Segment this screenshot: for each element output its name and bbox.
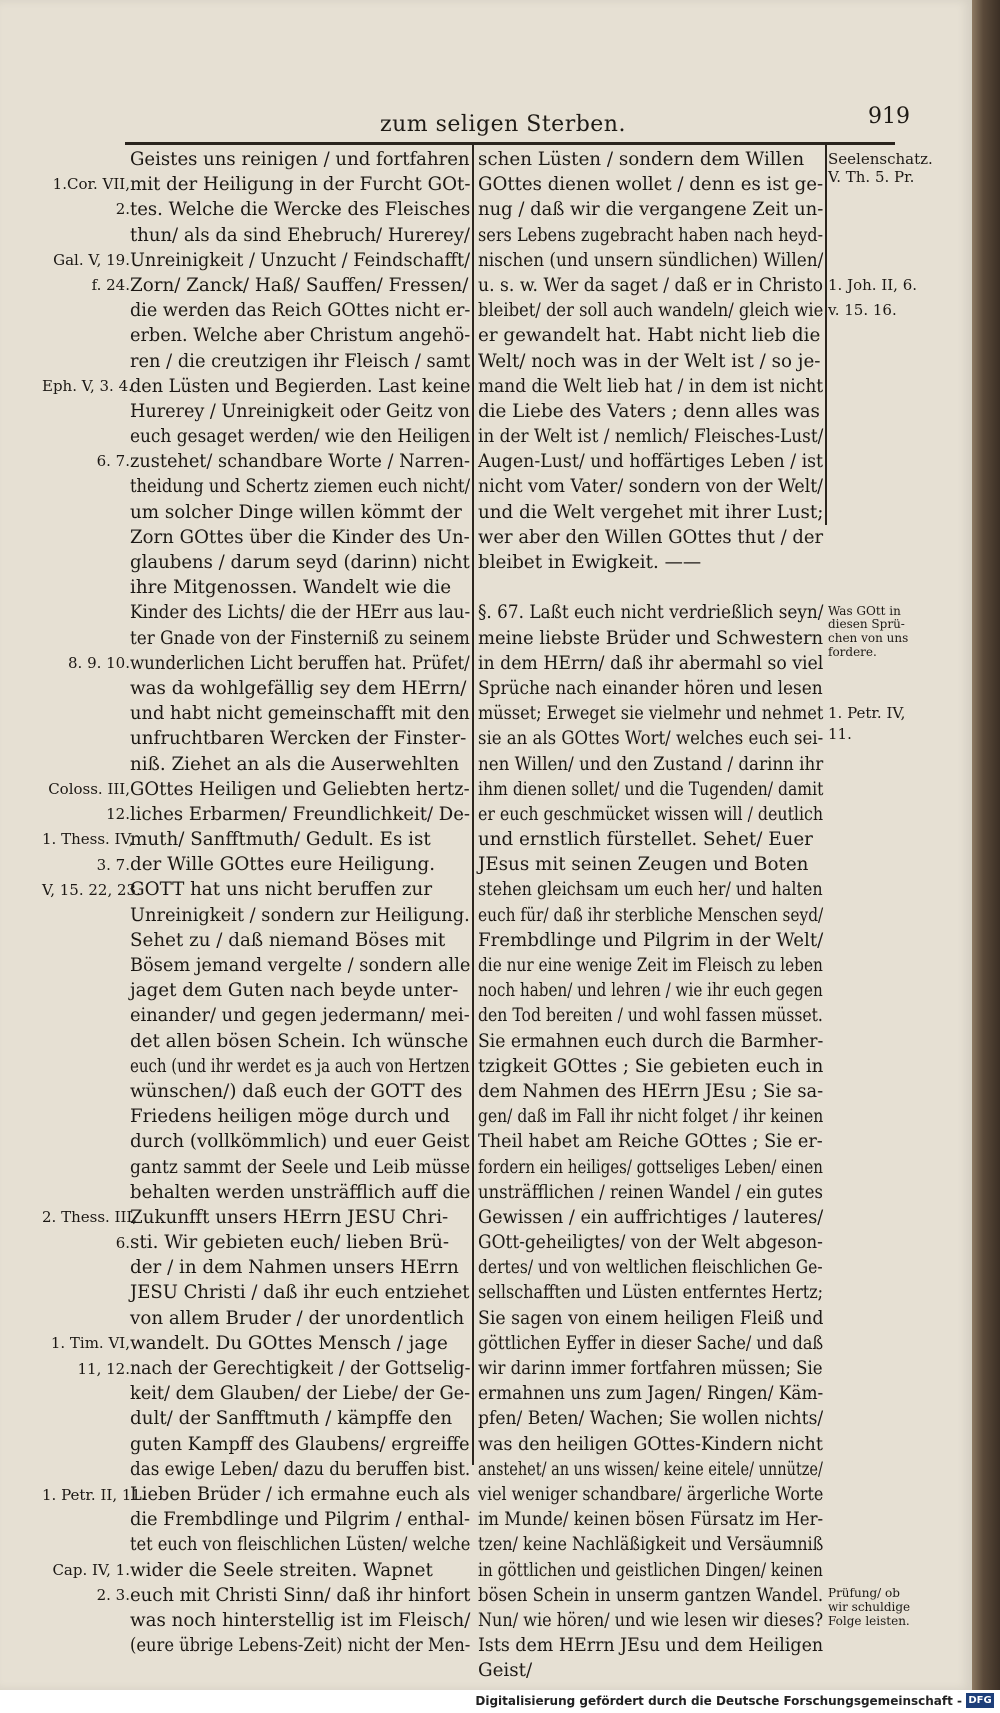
text-line [478, 575, 823, 600]
text-line: tet euch von fleischlichen Lüsten/ welche [130, 1534, 471, 1556]
text-line: nen Willen/ und den Zustand / darinn ihr [478, 753, 824, 775]
text-line: und habt nicht gemeinschafft mit den [130, 703, 470, 725]
text-line: bleibet/ der soll auch wandeln/ gleich wie [478, 300, 824, 322]
margin-reference [42, 1360, 130, 1379]
text-line: mit der Heiligung in der Furcht GOt- [130, 174, 471, 196]
book-edge [972, 0, 1000, 1690]
margin-reference-text: 1. Petr. II, 11. [42, 1485, 146, 1504]
column-divider [472, 145, 474, 1465]
text-line: dem Nahmen des HErrn JEsu ; Sie sa- [478, 1080, 824, 1102]
text-line: ren / die creutzigen ihr Fleisch / samt [130, 350, 471, 372]
margin-reference-text: wir schuldige [828, 1600, 911, 1615]
margin-reference [828, 704, 948, 723]
margin-reference [42, 175, 130, 194]
margin-reference-text: fordere. [828, 645, 877, 660]
margin-reference-text: 2. Thess. III, [42, 1208, 138, 1227]
text-line: thun/ als da sind Ehebruch/ Hurerey/ [130, 224, 470, 246]
text-line: theidung und Schertz ziemen euch nicht/ [130, 476, 471, 498]
margin-reference-text: 1.Cor. VII, [52, 175, 130, 194]
text-line: anstehet/ an uns wissen/ keine eitele/ unnütze/ [478, 1458, 823, 1480]
margin-reference-text: Seelenschatz. [828, 150, 933, 168]
text-line: Kinder des Lichts/ die der HErr aus lau- [130, 602, 471, 624]
text-line: was noch hinterstellig ist im Fleisch/ [130, 1609, 471, 1631]
text-line: behalten werden unsträfflich auff die [130, 1181, 471, 1203]
text-line: Zorn/ Zanck/ Haß/ Sauffen/ Fressen/ [130, 274, 469, 296]
text-line: GOtt-geheiligtes/ von der Welt abgeson- [478, 1232, 823, 1254]
text-line: Sie ermahnen euch durch die Barmher- [478, 1030, 824, 1052]
text-line: und ernstlich fürstellet. Sehet/ Euer [478, 829, 813, 851]
dfg-logo: DFG [966, 1693, 994, 1708]
text-line: Lieben Brüder / ich ermahne euch als [130, 1483, 471, 1505]
margin-reference [828, 617, 948, 631]
text-line: schen Lüsten / sondern dem Willen [478, 149, 805, 170]
text-line: Ists dem HErrn JEsu und dem Heiligen [478, 1635, 824, 1657]
text-line: euch für/ daß ihr sterbliche Menschen seyd/ [478, 904, 824, 926]
text-line: in göttlichen und geistlichen Dingen/ keinen [478, 1559, 823, 1581]
text-line: gantz sammt der Seele und Leib müsse [130, 1156, 471, 1178]
text-line: Bösem jemand vergelte / sondern alle [130, 955, 471, 976]
text-line: jaget dem Guten nach beyde unter- [130, 980, 459, 1002]
text-line: und die Welt vergehet mit ihrer Lust; [478, 501, 824, 523]
margin-reference-text: 2. [115, 200, 130, 219]
text-line: noch haben/ und lehren / wie ihr euch gegen [478, 980, 823, 1002]
margin-reference-text: 1. Petr. IV, [828, 704, 906, 723]
digitization-footer [0, 1690, 1000, 1713]
right-text-column [478, 147, 823, 1683]
text-line: GOttes dienen wollet / denn es ist ge- [478, 174, 824, 196]
text-line: Unreinigkeit / Unzucht / Feindschafft/ [130, 249, 471, 271]
text-line: die Frembdlinge und Pilgrim / enthal- [130, 1509, 471, 1531]
header-rule [125, 142, 895, 145]
margin-reference [828, 150, 948, 169]
text-line: Sie sagen von einem heiligen Fleiß und [478, 1307, 824, 1329]
text-line: Sehet zu / daß niemand Böses mit [130, 929, 446, 951]
marginal-divider [825, 145, 827, 525]
margin-reference-text: 1. Tim. VI, [50, 1334, 130, 1353]
margin-reference [828, 631, 948, 645]
text-line: wandelt. Du GOttes Mensch / jage [130, 1332, 448, 1354]
text-line: er euch geschmücket wissen will / deutlich [478, 803, 824, 825]
text-line: Geist/ [478, 1660, 533, 1682]
text-line: das ewige Leben/ dazu du beruffen bist. [130, 1458, 471, 1480]
text-line: in der Welt ist / nemlich/ Fleisches-Lust/ [478, 426, 824, 448]
margin-reference-text: Was GOtt in [828, 603, 901, 618]
text-line: (eure übrige Lebens-Zeit) nicht der Men- [130, 1635, 471, 1657]
text-line: tzen/ keine Nachläßigkeit und Versäumniß [478, 1534, 824, 1556]
margin-reference-text: 6. [115, 1233, 130, 1252]
margin-reference [42, 276, 130, 295]
text-line: guten Kampff des Glaubens/ ergreiffe [130, 1433, 470, 1455]
text-line: im Munde/ keinen bösen Fürsatz im Her- [478, 1509, 824, 1531]
margin-reference-text: chen von uns [828, 631, 909, 646]
text-line: ter Gnade von der Finsterniß zu seinem [130, 627, 470, 649]
text-line: sellschafften und Lüsten entferntes Hertz; [478, 1282, 824, 1304]
margin-reference [42, 1485, 146, 1505]
text-line: er gewandelt hat. Habt nicht lieb die [478, 325, 821, 347]
margin-reference-text: 1. Joh. II, 6. [828, 276, 918, 294]
text-line: Frembdlinge und Pilgrim in der Welt/ [478, 929, 824, 951]
margin-reference [42, 251, 130, 270]
text-line: bleibet in Ewigkeit. —— [478, 552, 702, 573]
margin-reference [42, 200, 130, 219]
text-line: wünschen/) daß euch der GOTT des [130, 1080, 463, 1102]
text-line: euch mit Christi Sinn/ daß ihr hinfort [130, 1584, 471, 1606]
margin-reference [828, 1614, 948, 1628]
text-line: Nun/ wie hören/ und wie lesen wir dieses? [478, 1609, 824, 1631]
text-line: wider die Seele streiten. Wapnet [130, 1559, 433, 1581]
text-line: unsträfflichen / reinen Wandel / ein gutes [478, 1181, 823, 1203]
margin-reference-text: Gal. V, 19. [53, 250, 130, 269]
text-line: in dem HErrn/ daß ihr abermahl so viel [478, 652, 824, 674]
margin-reference [828, 1600, 948, 1614]
margin-reference-text: v. 15. 16. [828, 301, 897, 320]
margin-reference [42, 830, 134, 849]
text-line: Welt/ noch was in der Welt ist / so je- [478, 350, 821, 372]
margin-reference [42, 805, 130, 824]
text-line: um solcher Dinge willen kömmt der [130, 501, 462, 523]
text-line: tzigkeit GOttes ; Sie gebieten euch in [478, 1055, 824, 1077]
text-line: JESU Christi / daß ihr euch entziehet [130, 1282, 470, 1304]
text-line: Theil habet am Reiche GOttes ; Sie er- [478, 1131, 823, 1153]
text-line: nischen (und unsern sündlichen) Willen/ [478, 249, 824, 271]
margin-reference [828, 1586, 948, 1600]
margin-reference [42, 780, 130, 799]
text-line: Hurerey / Unreinigkeit oder Geitz von [130, 400, 470, 422]
text-line: pfen/ Beten/ Wachen; Sie wollen nichts/ [478, 1408, 824, 1430]
margin-reference-text: f. 24. [91, 276, 130, 294]
text-line: sti. Wir gebieten euch/ lieben Brü- [130, 1232, 450, 1254]
text-line: der / in dem Nahmen unsers HErrn [130, 1257, 459, 1279]
margin-reference [828, 645, 948, 659]
margin-reference-text: V, 15. 22, 23. [42, 880, 141, 899]
margin-reference [42, 376, 133, 396]
text-line: den Lüsten und Begierden. Last keine [130, 375, 471, 397]
text-line: erben. Welche aber Christum angehö- [130, 325, 471, 347]
margin-reference [42, 1561, 130, 1580]
text-line: Unreinigkeit / sondern zur Heiligung. [130, 904, 470, 926]
text-line: GOTT hat uns nicht beruffen zur [130, 879, 433, 901]
text-line: sie an als GOttes Wort/ welches euch sei- [478, 728, 824, 750]
text-line: die werden das Reich GOttes nicht er- [130, 300, 471, 322]
margin-reference [42, 1586, 130, 1605]
margin-reference [828, 604, 948, 618]
text-line: muth/ Sanfftmuth/ Gedult. Es ist [130, 829, 431, 851]
margin-reference-text: 2. 3. [96, 1586, 130, 1605]
margin-reference [828, 276, 948, 295]
text-line: was da wohlgefällig sey dem HErrn/ [130, 677, 467, 699]
margin-reference [828, 725, 948, 744]
margin-reference-text: Coloss. III, [48, 780, 130, 798]
text-line: von allem Bruder / der unordentlich [130, 1307, 465, 1329]
text-line: viel weniger schandbare/ ärgerliche Worte [478, 1483, 824, 1505]
text-line: Friedens heiligen möge durch und [130, 1106, 450, 1128]
margin-reference [42, 856, 130, 875]
text-line: ihre Mitgenossen. Wandelt wie die [130, 577, 452, 599]
text-line: die Liebe des Vaters ; denn alles was [478, 400, 820, 422]
text-line: Zorn GOttes über die Kinder des Un- [130, 526, 470, 548]
text-line: dult/ der Sanfftmuth / kämpffe den [130, 1408, 453, 1430]
text-line: GOttes Heiligen und Geliebten hertz- [130, 778, 470, 800]
margin-reference-text: Eph. V, 3. 4. [42, 376, 133, 395]
text-line: wir darinn immer fortfahren müssen; Sie [478, 1358, 823, 1379]
running-head: zum seligen Sterben. [380, 112, 626, 137]
text-line: nug / daß wir die vergangene Zeit un- [478, 199, 824, 221]
margin-reference-text: 1. Thess. IV, [42, 830, 134, 849]
text-line: ermahnen uns zum Jagen/ Ringen/ Käm- [478, 1383, 824, 1405]
text-line: die nur eine wenige Zeit im Fleisch zu leben [478, 955, 823, 976]
margin-reference-text: diesen Sprü- [828, 617, 905, 632]
text-line: Augen-Lust/ und hoffärtiges Leben / ist [478, 451, 824, 473]
text-line: nach der Gerechtigkeit / der Gottselig- [130, 1358, 471, 1379]
text-line: euch (und ihr werdet es ja auch von Hertzen [130, 1055, 470, 1077]
margin-reference-text: 12. [106, 805, 130, 824]
text-line: stehen gleichsam um euch her/ und halten [478, 879, 823, 901]
text-line: tes. Welche die Wercke des Fleisches [130, 199, 471, 221]
text-line: wunderlichen Licht beruffen hat. Prüfet/ [130, 652, 470, 674]
text-line: det allen bösen Schein. Ich wünsche [130, 1030, 469, 1052]
text-line: göttlichen Eyffer in dieser Sache/ und daß [478, 1332, 824, 1354]
margin-reference [42, 452, 130, 471]
margin-reference-text: V. Th. 5. Pr. [828, 167, 915, 186]
text-line: durch (vollkömmlich) und euer Geist [130, 1131, 470, 1153]
text-line: dertes/ und von weltlichen fleischlichen Ge- [478, 1257, 823, 1279]
margin-reference [42, 1234, 130, 1253]
margin-reference [42, 1208, 138, 1227]
margin-reference [42, 1334, 130, 1353]
text-line: gen/ daß im Fall ihr nicht folget / ihr keinen [478, 1106, 824, 1128]
footer-credit: Digitalisierung gefördert durch die Deutsche Forschungsgemeinschaft - [475, 1694, 962, 1708]
margin-reference-text: 11, 12. [77, 1359, 130, 1378]
text-line: unfruchtbaren Wercken der Finster- [130, 728, 467, 750]
text-line: der Wille GOttes eure Heiligung. [130, 854, 436, 876]
text-line: Sprüche nach einander hören und lesen [478, 677, 823, 699]
text-line: Zukunfft unsers HErrn JESU Chri- [130, 1206, 449, 1228]
text-line: meine liebste Brüder und Schwestern [478, 627, 824, 649]
margin-reference-text: 11. [828, 724, 852, 743]
text-line: keit/ dem Glauben/ der Liebe/ der Ge- [130, 1383, 471, 1405]
margin-reference-text: 8. 9. 10. [67, 654, 130, 672]
margin-reference-text: Cap. IV, 1. [52, 1561, 130, 1580]
margin-reference-text: Folge leisten. [828, 1614, 910, 1629]
text-line: müsset; Erweget sie vielmehr und nehmet [478, 703, 824, 725]
margin-reference-text: 3. 7. [96, 855, 130, 874]
text-line: sers Lebens zugebracht haben nach heyd- [478, 224, 824, 246]
text-line: wer aber den Willen GOttes thut / der [478, 526, 824, 548]
margin-reference [828, 301, 948, 320]
text-line: ihm dienen sollet/ und die Tugenden/ damit [478, 778, 824, 800]
margin-reference [42, 880, 141, 900]
text-line: glaubens / darum seyd (darinn) nicht [130, 552, 470, 573]
text-line: Gewissen / ein auffrichtiges / lauteres/ [478, 1206, 824, 1228]
text-line: den Tod bereiten / und wohl fassen müsset. [478, 1005, 823, 1027]
text-line: euch gesaget werden/ wie den Heiligen [130, 426, 471, 448]
text-line: was den heiligen GOttes-Kindern nicht [478, 1433, 823, 1455]
margin-reference [42, 654, 130, 673]
text-line: niß. Ziehet an als die Auserwehlten [130, 753, 460, 775]
page-number: 919 [868, 104, 910, 129]
text-line: Geistes uns reinigen / und fortfahren [130, 149, 470, 170]
margin-reference [828, 168, 948, 187]
text-line: JEsus mit seinen Zeugen und Boten [478, 854, 809, 876]
text-line: einander/ und gegen jedermann/ mei- [130, 1005, 470, 1027]
text-line: u. s. w. Wer da saget / daß er in Christo [478, 274, 824, 296]
margin-reference-text: Prüfung/ ob [828, 1586, 900, 1601]
text-line: liches Erbarmen/ Freundlichkeit/ De- [130, 803, 470, 825]
text-line: fordern ein heiliges/ gottseliges Leben/ einen [478, 1156, 823, 1178]
text-line: bösen Schein in unserm gantzen Wandel. [478, 1584, 824, 1606]
text-line: mand die Welt lieb hat / in dem ist nicht [478, 375, 824, 397]
text-line: §. 67. Laßt euch nicht verdrießlich seyn/ [478, 602, 824, 624]
text-line: nicht vom Vater/ sondern von der Welt/ [478, 476, 824, 498]
text-line: zustehet/ schandbare Worte / Narren- [130, 451, 470, 473]
margin-reference-text: 6. 7. [96, 452, 130, 471]
left-text-column [130, 147, 470, 1658]
